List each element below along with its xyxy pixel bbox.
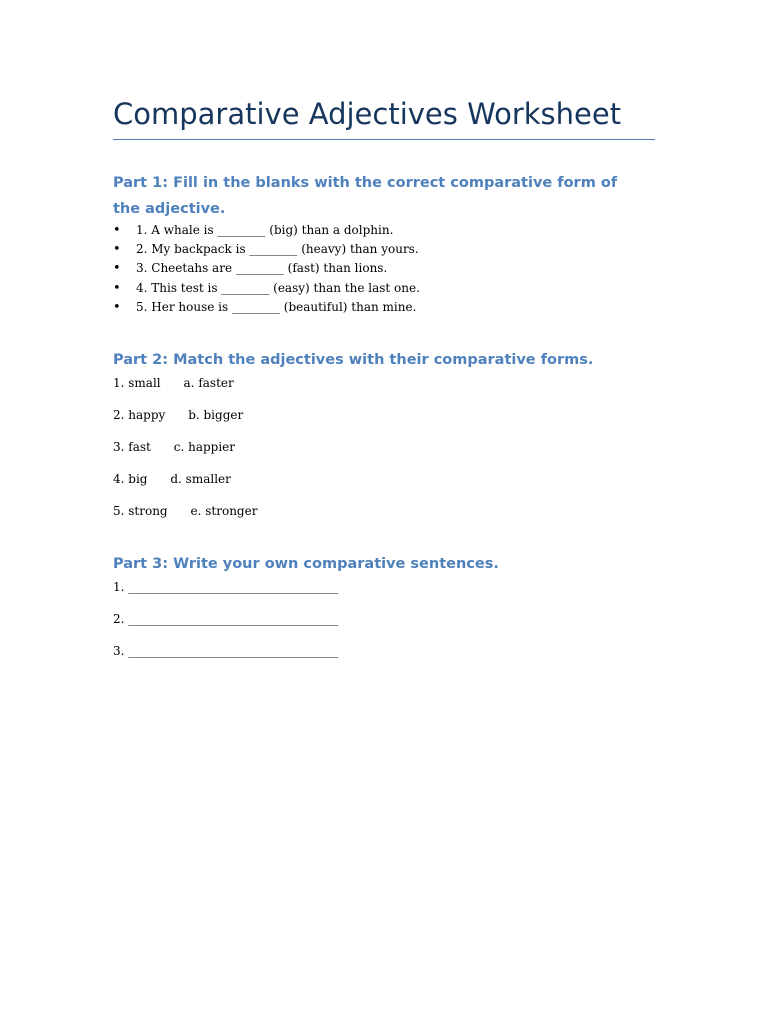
part2-heading: Part 2: Match the adjectives with their comparative forms. bbox=[113, 352, 594, 368]
match-option: b. bigger bbox=[188, 408, 244, 422]
list-item bbox=[113, 298, 420, 317]
part1-list bbox=[113, 221, 420, 317]
match-row bbox=[113, 439, 235, 455]
bullet-icon: • bbox=[113, 261, 121, 277]
title-divider bbox=[113, 139, 655, 140]
sentence-line: 1. ___________________________________ bbox=[113, 580, 339, 594]
sentence-line: 3. ___________________________________ bbox=[113, 644, 339, 658]
bullet-icon: • bbox=[113, 242, 121, 258]
match-option: c. happier bbox=[173, 440, 236, 454]
bullet-icon: • bbox=[113, 280, 121, 296]
list-item bbox=[113, 279, 420, 298]
sentence-line: 2. ___________________________________ bbox=[113, 612, 339, 626]
match-adjective: 4. big bbox=[113, 472, 148, 486]
match-adjective: 5. strong bbox=[113, 504, 168, 518]
list-item-text: 2. My backpack is ________ (heavy) than yours. bbox=[136, 242, 419, 257]
list-item bbox=[113, 221, 420, 240]
bullet-icon: • bbox=[113, 223, 121, 238]
part1-heading: Part 1: Fill in the blanks with the correct comparative form of the adjective. bbox=[113, 175, 618, 217]
list-item bbox=[113, 240, 420, 259]
match-row bbox=[113, 471, 231, 487]
match-adjective: 1. small bbox=[113, 376, 161, 390]
list-item-text: 4. This test is ________ (easy) than the last one. bbox=[136, 280, 420, 295]
match-option: d. smaller bbox=[170, 472, 231, 486]
list-item bbox=[113, 259, 420, 278]
match-option: a. faster bbox=[183, 376, 234, 390]
list-item-text: 1. A whale is ________ (big) than a dolphin. bbox=[136, 223, 394, 237]
match-adjective: 3. fast bbox=[113, 440, 151, 454]
match-adjective: 2. happy bbox=[113, 408, 166, 422]
page-title: Comparative Adjectives Worksheet bbox=[113, 97, 622, 131]
part3-heading: Part 3: Write your own comparative sentences. bbox=[113, 556, 499, 572]
match-row bbox=[113, 375, 234, 391]
bullet-icon: • bbox=[113, 299, 121, 315]
match-row bbox=[113, 407, 243, 423]
match-option: e. stronger bbox=[190, 504, 258, 518]
list-item-text: 3. Cheetahs are ________ (fast) than lions. bbox=[136, 261, 388, 276]
list-item-text: 5. Her house is ________ (beautiful) than mine. bbox=[136, 299, 417, 314]
match-row bbox=[113, 503, 257, 519]
